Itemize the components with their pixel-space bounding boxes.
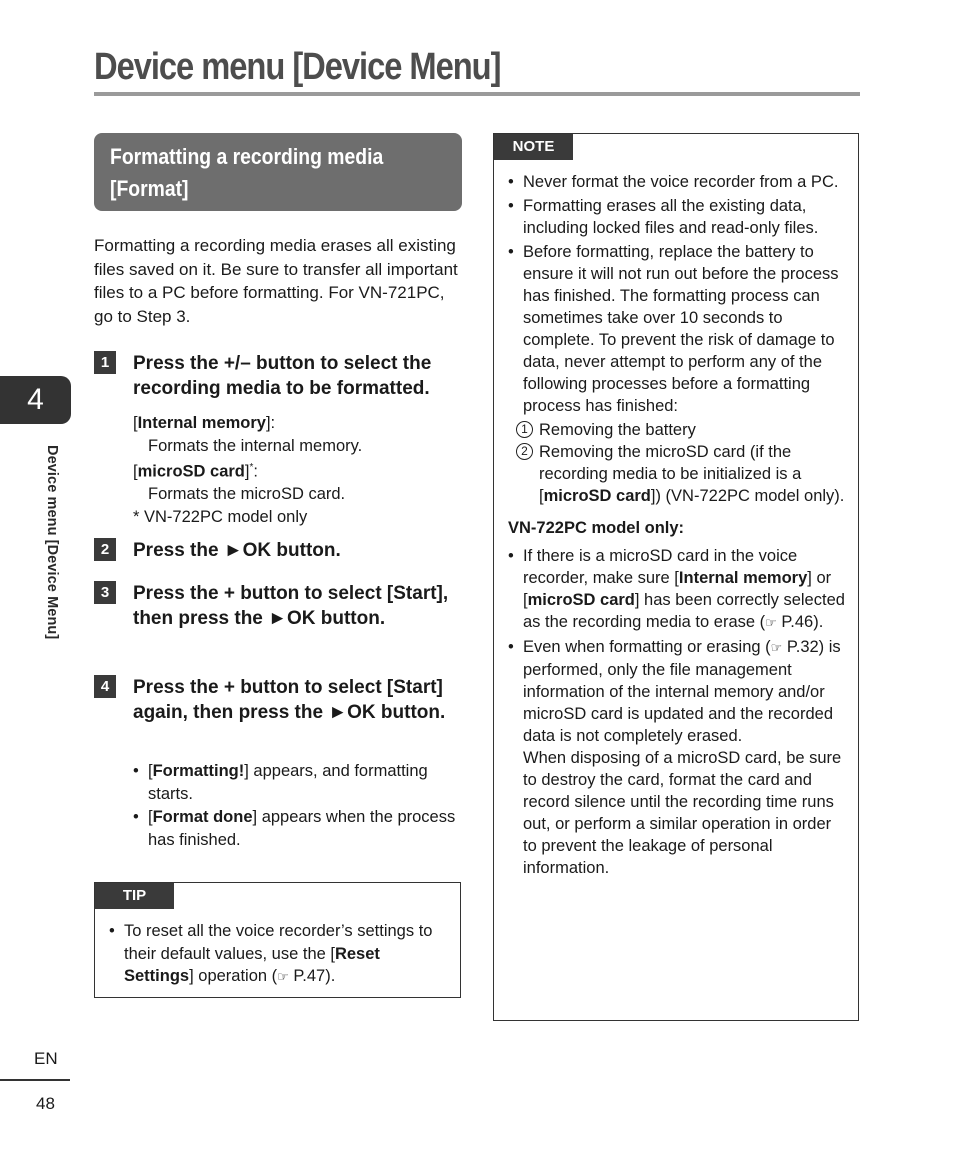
tip-box [94, 882, 461, 998]
note-box [493, 133, 859, 1021]
intro-paragraph: Formatting a recording media erases all existing files saved on it. Be sure to transfer all important files to a PC before formatting. For VN-721PC, go to Step 3. [94, 236, 458, 326]
step-text: Press the ►OK button. [133, 540, 341, 561]
list-item: • [Formatting!] appears, and formatting starts. [133, 760, 463, 805]
list-item: • To reset all the voice recorder’s settings to their default values, use the [Reset Settings] operation (☞ P.47). [109, 920, 449, 989]
list-item: • Formatting erases all the existing data, including locked files and read-only files. [508, 195, 848, 239]
section-heading-line1: Formatting a recording media [110, 144, 384, 169]
note-content [508, 171, 848, 881]
option-description: Formats the internal memory. [148, 436, 363, 455]
option-label: microSD card [137, 462, 245, 481]
option-label: Internal memory [137, 414, 266, 432]
sub-heading: VN-722PC model only: [508, 519, 685, 537]
step-text: Press the + button to select [Start] again, then press the ►OK button. [133, 677, 446, 723]
title-divider [94, 92, 860, 96]
step-1-details: [Internal memory]: Formats the internal memory. [microSD card]*: Formats the microSD card. * VN-722PC model only [133, 412, 463, 528]
step-4-bullets [133, 760, 463, 851]
key-label: Start [393, 583, 437, 604]
footer-divider [0, 1079, 70, 1081]
numbered-item: 2 Removing the microSD card (if the recording media to be initialized is a [microSD card]) (VN-722PC model only). [508, 441, 848, 507]
section-heading-line2: [Format] [110, 176, 189, 201]
step-1 [94, 351, 464, 401]
step-text: Press the + button to select [Start], then press the ►OK button. [133, 583, 449, 629]
side-chapter-label: Device menu [Device Menu] [44, 445, 60, 640]
tip-content [109, 920, 449, 989]
reference-icon: ☞ [770, 640, 783, 655]
step-2 [94, 538, 464, 563]
step-text: Press the +/– button to select the recording media to be formatted. [133, 353, 432, 399]
page-title: Device menu [Device Menu] [94, 46, 501, 88]
list-item: • Before formatting, replace the battery to ensure it will not run out before the process has finished. The formatting process can sometimes take over 10 seconds to complete. To prevent the risk of damage to data, never attempt to perform any of the following processes before a formatting process has finished: [508, 241, 848, 417]
footnote: * VN-722PC model only [133, 507, 308, 526]
list-item: • Never format the voice recorder from a PC. [508, 171, 848, 193]
ok-button-symbol: ►OK [223, 540, 272, 561]
note-label: NOTE [494, 134, 573, 160]
step-3 [94, 581, 464, 631]
list-item: • If there is a microSD card in the voice recorder, make sure [Internal memory] or [microSD card] has been correctly selected as the recording media to erase (☞ P.46). [508, 545, 848, 634]
chapter-tab: 4 [0, 376, 71, 424]
ok-button-symbol: ►OK [268, 608, 316, 629]
ok-button-symbol: ►OK [328, 702, 376, 723]
step-number: 4 [94, 675, 116, 698]
step-number: 1 [94, 351, 116, 374]
numbered-item: 1 Removing the battery [508, 419, 848, 441]
reference-icon: ☞ [277, 969, 289, 984]
list-item: • Even when formatting or erasing (☞ P.32) is performed, only the file management information of the internal memory and/or microSD card is updated and the recorded data is not completely erased. When disposing of a microSD card, be sure to destroy the card, format the card and record silence until the recording time runs out, or perform a similar operation in order to prevent the leakage of personal information. [508, 636, 848, 879]
footnote-mark: * [249, 462, 254, 473]
number-mark: 2 [516, 443, 533, 460]
step-4 [94, 675, 464, 725]
step-number: 3 [94, 581, 116, 604]
number-mark: 1 [516, 421, 533, 438]
reference-icon: ☞ [765, 615, 777, 630]
step-number: 2 [94, 538, 116, 561]
section-heading [94, 133, 462, 211]
tip-label: TIP [95, 883, 174, 909]
language-label: EN [34, 1049, 58, 1068]
key-label: Start [393, 677, 437, 698]
option-description: Formats the microSD card. [148, 485, 346, 503]
list-item: • [Format done] appears when the process has finished. [133, 806, 463, 851]
page-number: 48 [36, 1094, 55, 1113]
